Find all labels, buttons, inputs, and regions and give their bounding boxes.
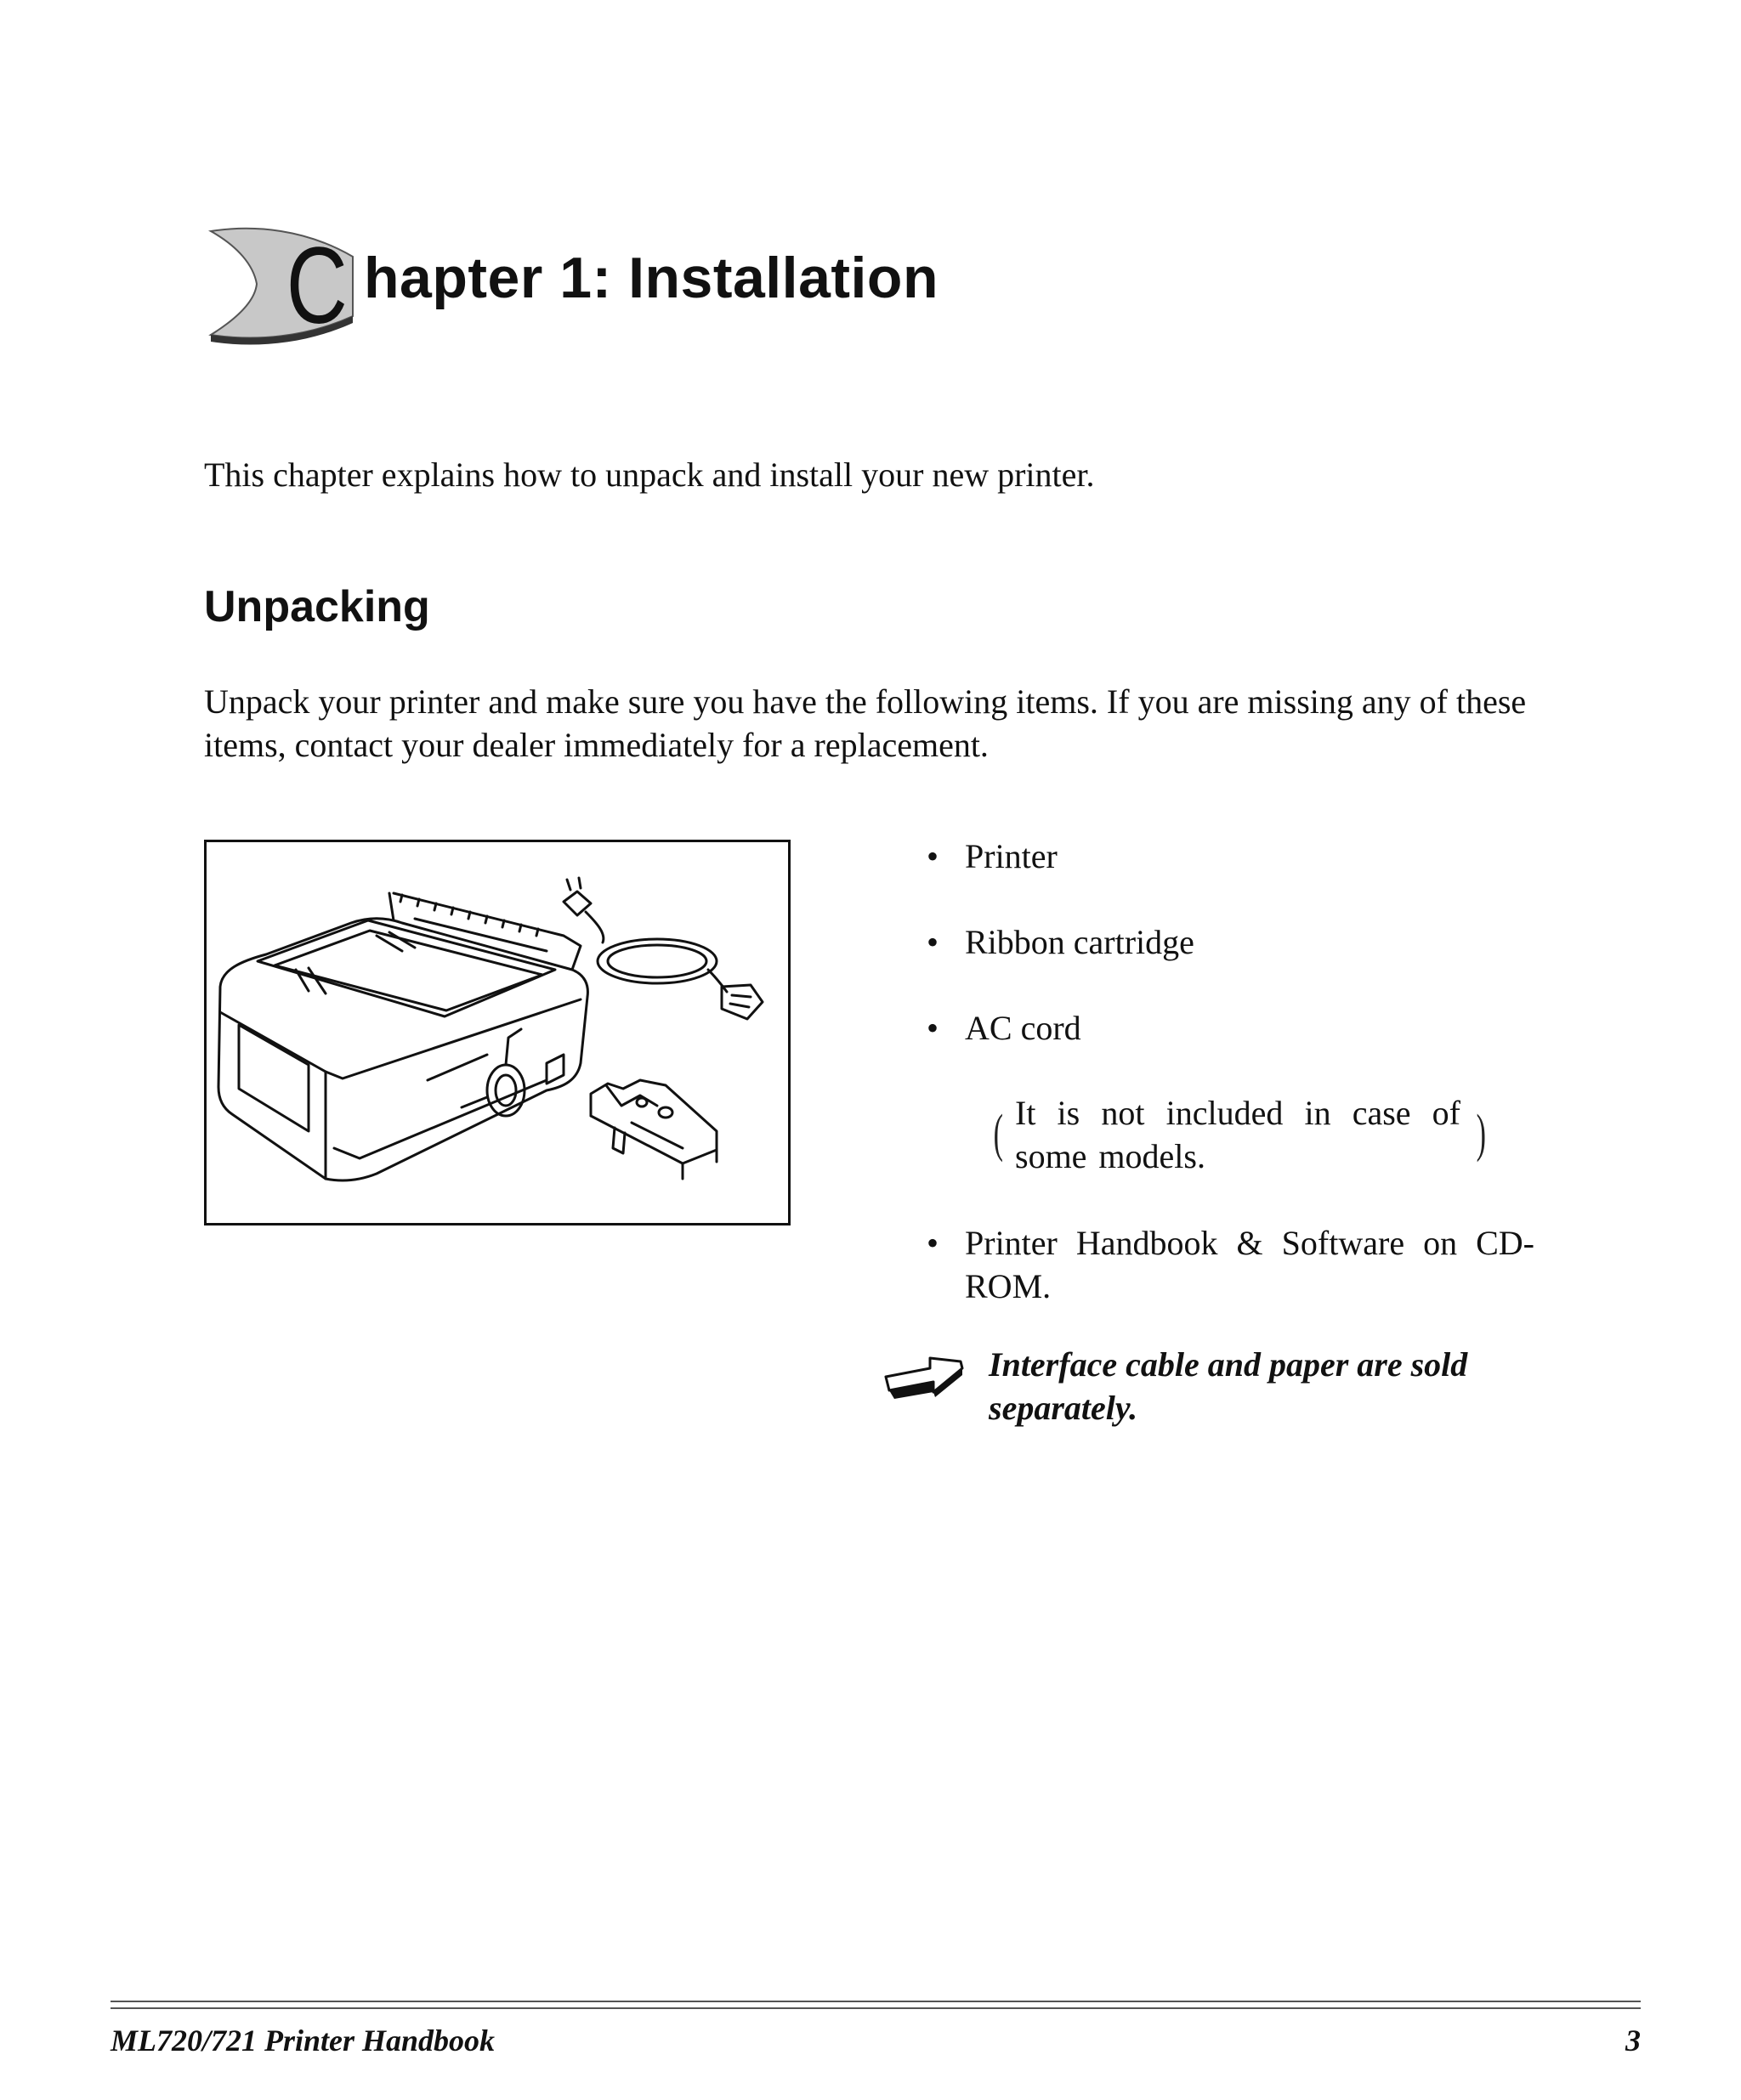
page-number: 3: [1625, 2024, 1641, 2058]
ribbon-cartridge-icon: [591, 1080, 717, 1179]
footer-rule: [111, 2001, 1641, 2002]
bullet: •: [927, 837, 939, 875]
list-item: [927, 920, 1534, 964]
ac-cord-note: [995, 1091, 1496, 1185]
list-item-text: Printer: [965, 837, 1058, 875]
list-item: [927, 835, 1534, 878]
chapter-title: hapter 1: Installation: [364, 246, 939, 310]
intro-paragraph: This chapter explains how to unpack and install your new printer.: [204, 456, 1095, 494]
printer-illustration: [207, 842, 788, 1223]
footer-rule: [111, 2007, 1641, 2009]
list-item: [927, 1221, 1534, 1308]
close-parenthesis: ): [1476, 1105, 1487, 1163]
note-text: Interface cable and paper are sold separately.: [989, 1345, 1468, 1427]
chapter-logo-icon: [204, 223, 391, 350]
package-contents-figure: [204, 840, 791, 1225]
chapter-header: [204, 223, 1054, 350]
list-item: [927, 1006, 1534, 1050]
chapter-drop-cap: C: [286, 225, 348, 347]
bullet: •: [927, 923, 939, 961]
printer-icon: [218, 893, 587, 1180]
bullet: •: [927, 1224, 939, 1262]
note-block: [882, 1343, 1545, 1445]
ac-cord-icon: [564, 878, 763, 1019]
list-item-text: Printer Handbook & Software on CD-ROM.: [965, 1224, 1534, 1305]
list-item-text: Ribbon cartridge: [965, 923, 1194, 961]
list-item-text: AC cord: [965, 1009, 1081, 1047]
section-heading: Unpacking: [204, 582, 430, 631]
section-paragraph: Unpack your printer and make sure you have the following items. If you are missing any of these items, contact your dealer immediately for a replacement.: [204, 682, 1527, 764]
bullet: •: [927, 1009, 939, 1047]
ac-cord-note-text: It is not included in case of some models.: [1015, 1094, 1460, 1175]
open-parenthesis: (: [993, 1105, 1004, 1163]
pointing-hand-icon: [882, 1343, 967, 1402]
footer-title: ML720/721 Printer Handbook: [111, 2024, 496, 2058]
